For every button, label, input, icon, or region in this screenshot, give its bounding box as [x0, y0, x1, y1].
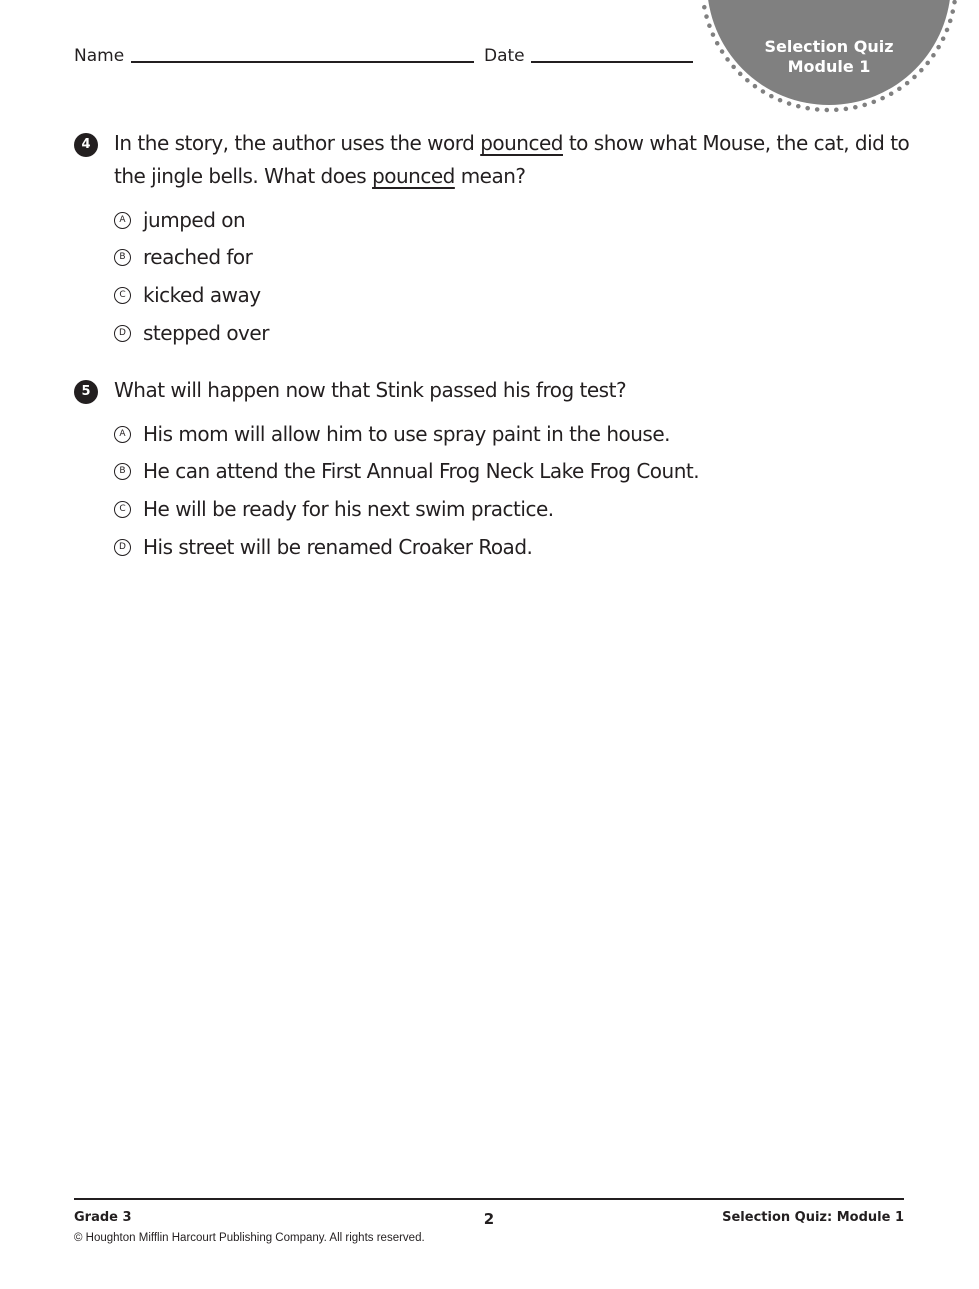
option-text: His street will be renamed Croaker Road.: [143, 535, 533, 559]
option-text: reached for: [143, 245, 253, 269]
name-field-line[interactable]: [131, 61, 474, 63]
question-text: What will happen now that Stink passed his frog test?: [114, 378, 627, 402]
option-text: kicked away: [143, 283, 261, 307]
badge-label: [729, 37, 929, 77]
question-number-badge: 5: [74, 380, 98, 404]
footer-title: Selection Quiz: Module 1: [722, 1210, 904, 1225]
date-field-line[interactable]: [531, 61, 693, 63]
question-text: [114, 127, 914, 193]
option-bubble[interactable]: C: [114, 501, 131, 518]
option-bubble[interactable]: A: [114, 426, 131, 443]
question-text-part: to show what Mouse, the cat, did to the jingle bells. What does: [114, 131, 910, 188]
option-bubble[interactable]: D: [114, 325, 131, 342]
question-text-part: In the story, the author uses the word: [114, 131, 481, 155]
question-number-badge: 4: [74, 133, 98, 157]
page-number: 2: [483, 1210, 495, 1228]
option-text: jumped on: [143, 208, 246, 232]
option-text: He can attend the First Annual Frog Neck Lake Frog Count.: [143, 459, 700, 483]
badge-line-2: Module 1: [787, 57, 871, 76]
footer-divider: [74, 1198, 904, 1200]
option-text: He will be ready for his next swim practice.: [143, 497, 554, 521]
copyright-notice: © Houghton Mifflin Harcourt Publishing Company. All rights reserved.: [74, 1232, 425, 1244]
option-text: His mom will allow him to use spray paint in the house.: [143, 422, 671, 446]
option-bubble[interactable]: A: [114, 212, 131, 229]
option-bubble[interactable]: B: [114, 249, 131, 266]
badge-line-1: Selection Quiz: [764, 37, 894, 56]
underlined-word: pounced: [480, 131, 563, 155]
option-bubble[interactable]: D: [114, 539, 131, 556]
option-text: stepped over: [143, 321, 269, 345]
name-label: Name: [74, 46, 125, 66]
option-bubble[interactable]: C: [114, 287, 131, 304]
option-bubble[interactable]: B: [114, 463, 131, 480]
underlined-word: pounced: [372, 164, 455, 188]
footer-grade: Grade 3: [74, 1210, 132, 1225]
question-text-part: mean?: [454, 164, 526, 188]
date-label: Date: [484, 46, 525, 66]
